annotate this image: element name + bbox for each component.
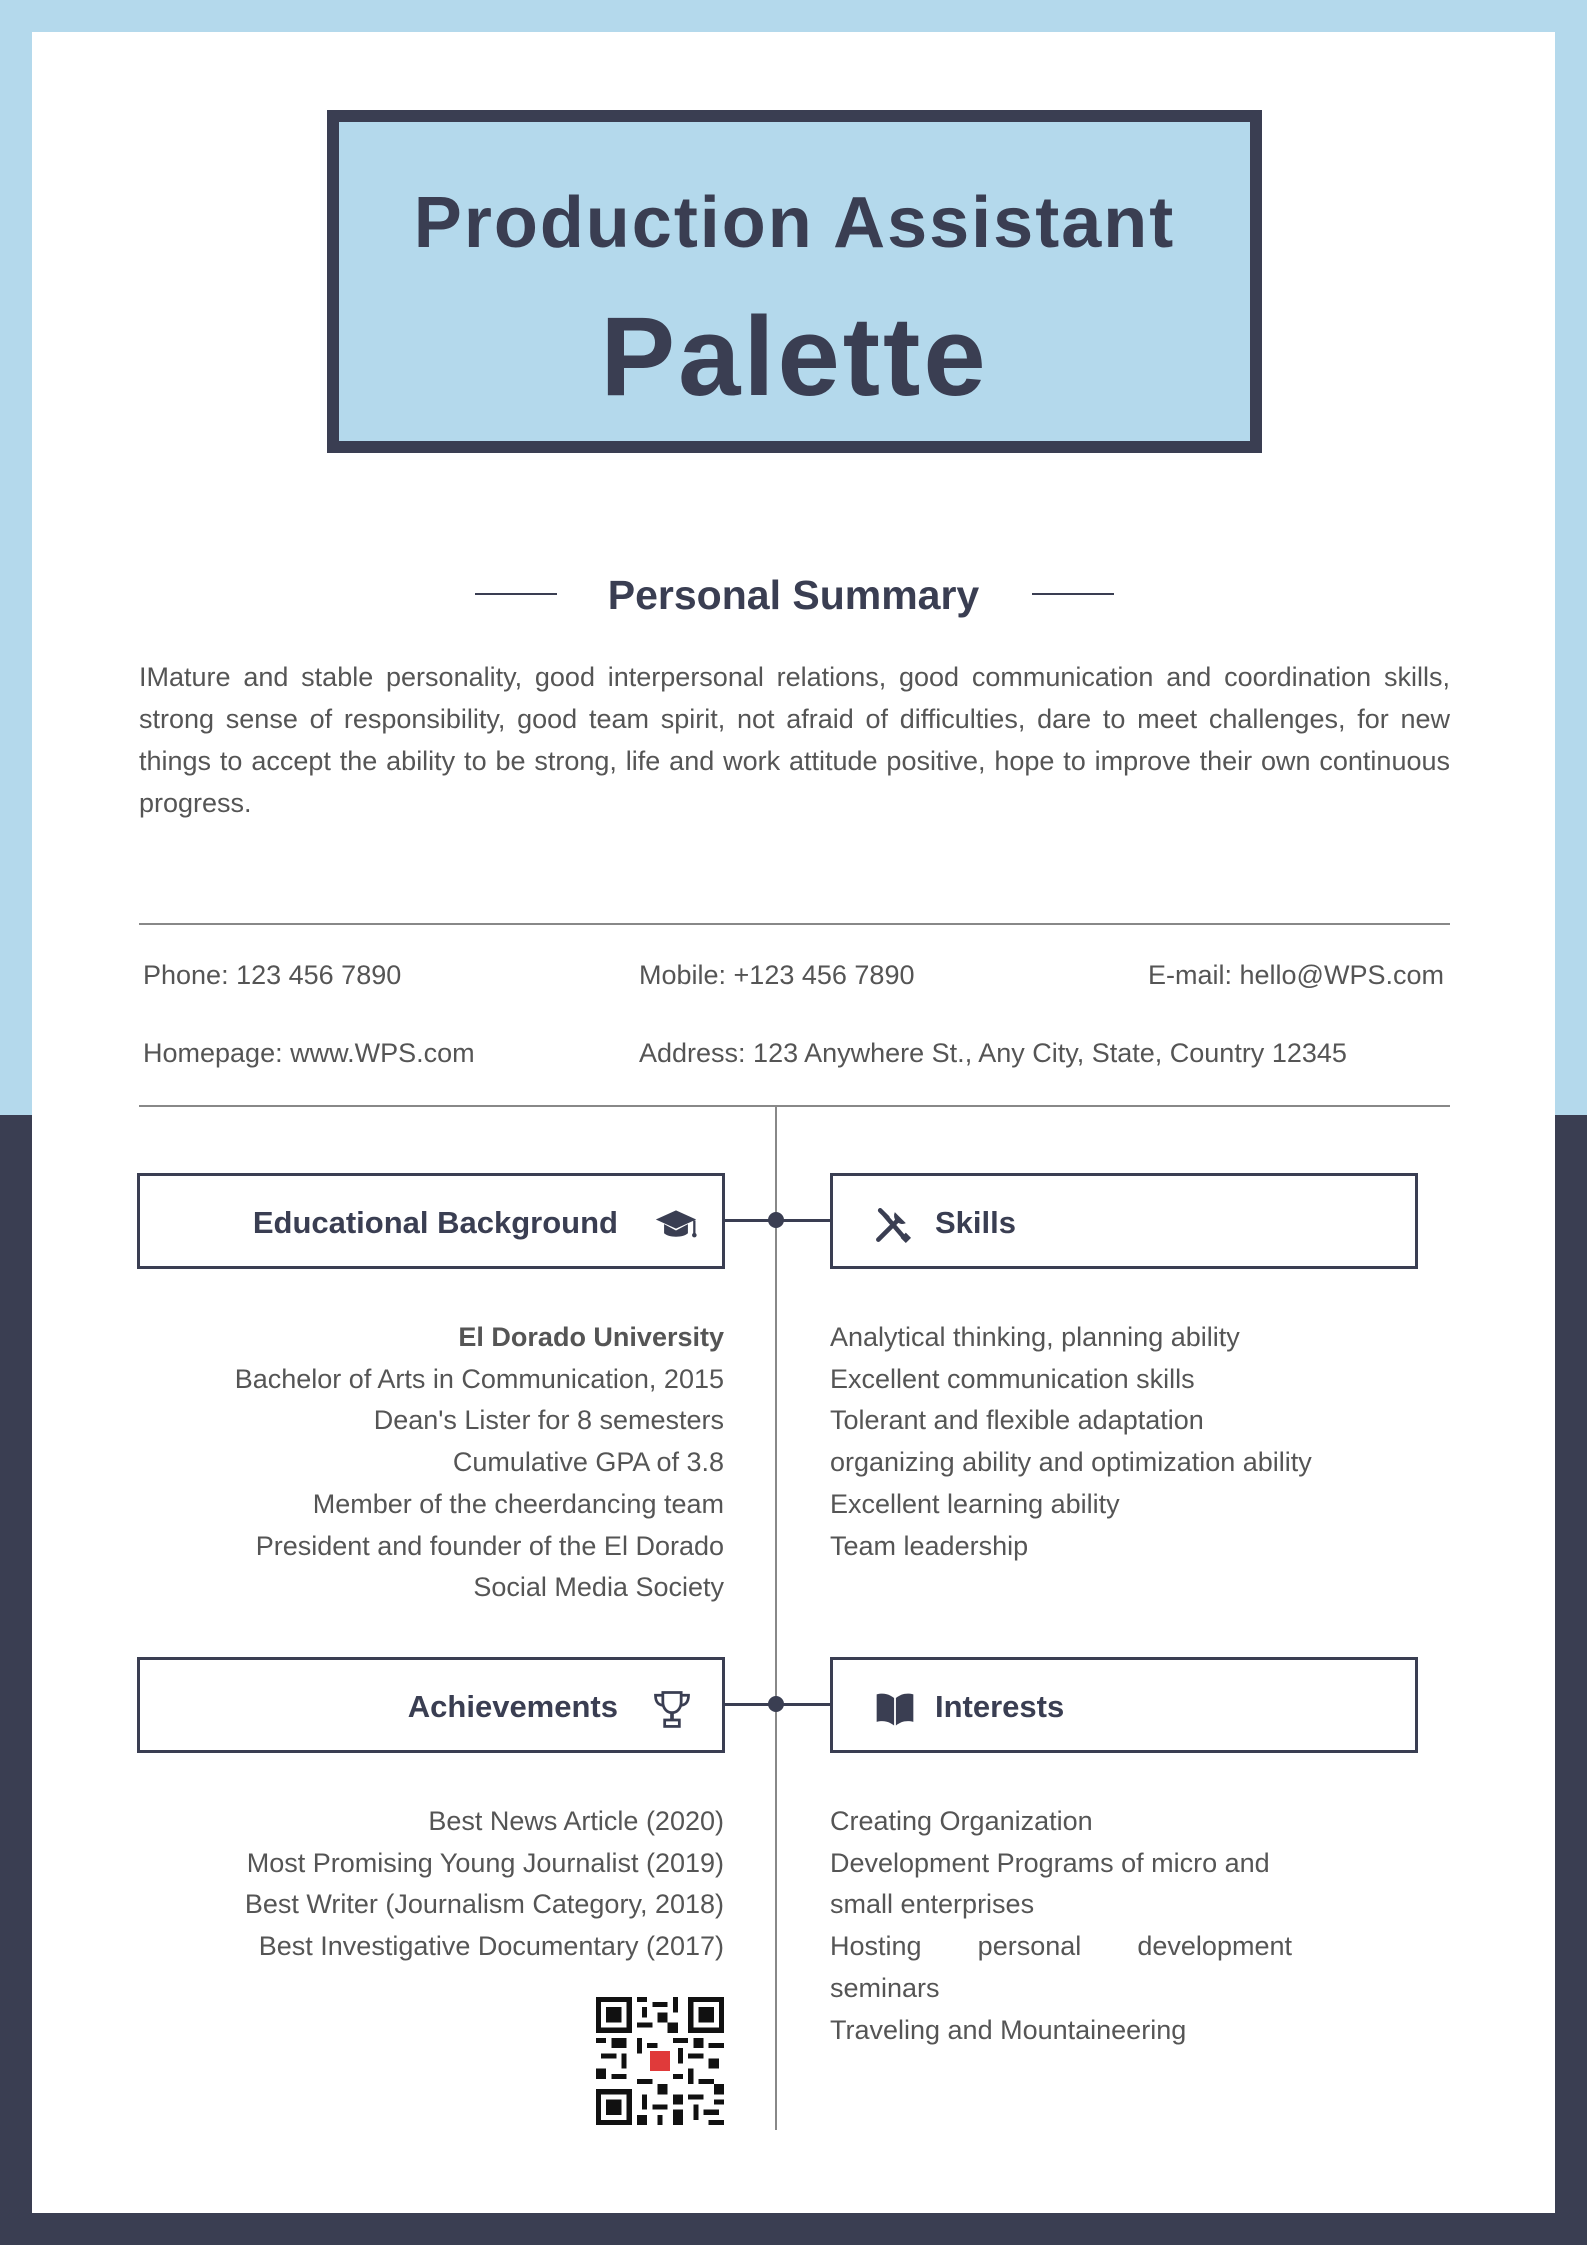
achievements-list [104, 1801, 724, 1968]
achievements-title: Achievements [407, 1689, 618, 1724]
interests-header [830, 1657, 1418, 1753]
summary-heading: Personal Summary [607, 572, 980, 618]
education-line: President and founder of the El Dorado [255, 1530, 724, 1561]
education-line: Cumulative GPA of 3.8 [452, 1447, 724, 1478]
achievement-item: Best Writer (Journalism Category, 2018) [244, 1889, 724, 1920]
contact-email[interactable]: E-mail: hello@WPS.com [1148, 960, 1444, 990]
skill-item: Team leadership [830, 1530, 1029, 1561]
achievement-item: Most Promising Young Journalist (2019) [246, 1847, 724, 1878]
skill-item: organizing ability and optimization ability [830, 1447, 1312, 1478]
achievements-header [137, 1657, 725, 1753]
qr-code-icon [596, 1997, 724, 2125]
skill-item: Excellent learning ability [830, 1488, 1120, 1519]
education-line: Bachelor of Arts in Communication, 2015 [234, 1363, 724, 1394]
skills-list [830, 1317, 1450, 1567]
education-line: Member of the cheerdancing team [312, 1488, 724, 1519]
education-timeline-dot [768, 1212, 784, 1228]
education-line: Dean's Lister for 8 semesters [373, 1405, 724, 1436]
achievement-item: Best Investigative Documentary (2017) [258, 1931, 724, 1962]
summary-heading-line-right [1032, 593, 1114, 595]
graduation-cap-icon [654, 1203, 698, 1247]
interest-item: seminars [830, 1972, 940, 2003]
contact-homepage[interactable]: Homepage: www.WPS.com [143, 1038, 475, 1068]
contact-phone: Phone: 123 456 7890 [143, 960, 402, 990]
skill-item: Tolerant and flexible adaptation [830, 1405, 1204, 1436]
trophy-icon [650, 1687, 694, 1731]
contact-address: Address: 123 Anywhere St., Any City, State, Country 12345 [639, 1038, 1347, 1068]
book-icon [873, 1687, 917, 1731]
contact-divider-bottom [139, 1105, 1450, 1107]
education-university: El Dorado University [458, 1322, 724, 1352]
interest-item: Development Programs of micro and [830, 1847, 1270, 1878]
tools-icon [871, 1203, 915, 1247]
education-title: Educational Background [252, 1205, 618, 1240]
interest-item: Creating Organization [830, 1806, 1093, 1836]
skill-item: Excellent communication skills [830, 1363, 1195, 1394]
interest-item: Traveling and Mountaineering [830, 2014, 1187, 2045]
timeline-line [775, 1106, 777, 2130]
candidate-name: Palette [600, 294, 989, 419]
interest-item: small enterprises [830, 1889, 1035, 1920]
skill-item: Analytical thinking, planning ability [830, 1322, 1240, 1352]
title-box [327, 110, 1262, 453]
education-line: Social Media Society [473, 1572, 724, 1603]
education-list [104, 1317, 724, 1609]
summary-text: IMature and stable personality, good interpersonal relations, good communication and coordination skills, strong sense of responsibility, good team spirit, not afraid of difficulties, dare to meet challenges, for new things to accept the ability to be strong, life and work attitude positive, hope to improve their own continuous progress. [139, 662, 1450, 818]
interests-title: Interests [935, 1689, 1065, 1724]
education-header [137, 1173, 725, 1269]
interest-item: Hosting personal development [830, 1931, 1292, 1962]
skills-title: Skills [935, 1205, 1016, 1240]
achievements-timeline-dot [768, 1696, 784, 1712]
achievement-item: Best News Article (2020) [428, 1806, 724, 1836]
job-title: Production Assistant [413, 183, 1176, 263]
contact-divider-top [139, 923, 1450, 925]
interests-list [830, 1801, 1292, 2051]
contact-mobile: Mobile: +123 456 7890 [639, 960, 915, 990]
skills-header [830, 1173, 1418, 1269]
